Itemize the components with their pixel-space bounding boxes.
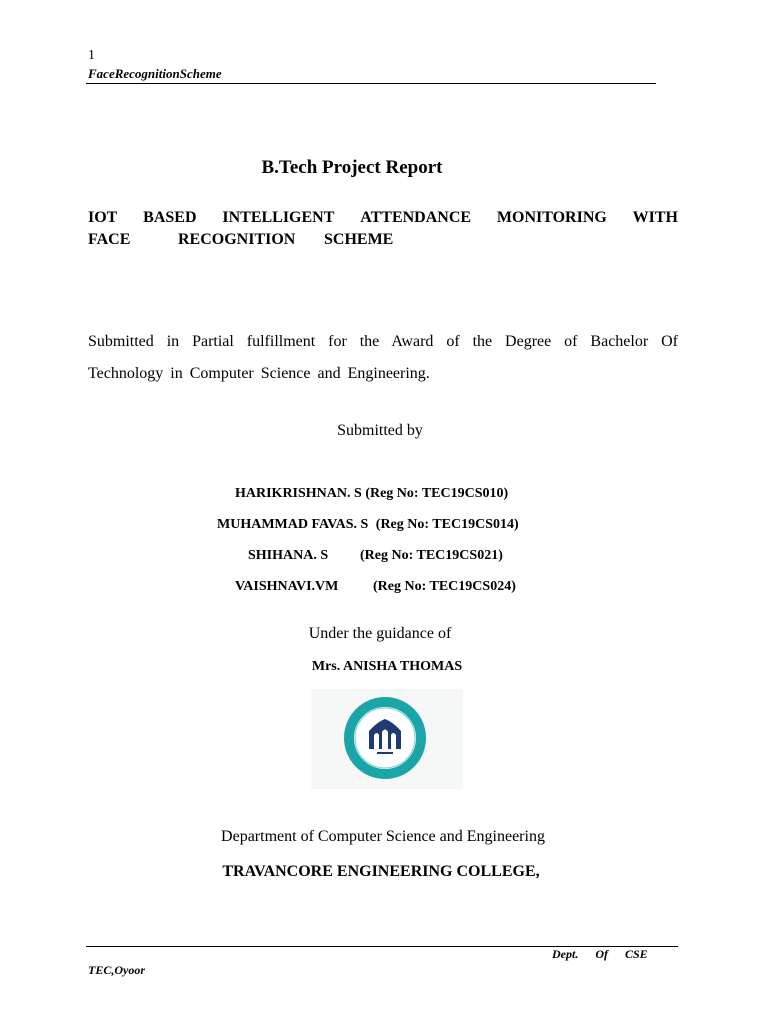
department-name: Department of Computer Science and Engineering bbox=[221, 828, 545, 845]
project-title-line-1 bbox=[88, 209, 678, 227]
project-title-word: ATTENDANCE bbox=[360, 209, 472, 226]
student-reg-no: (Reg No: TEC19CS014) bbox=[375, 517, 519, 532]
project-title-word: IOT bbox=[88, 209, 118, 226]
header-divider bbox=[86, 83, 656, 84]
guide-name: Mrs. ANISHA THOMAS bbox=[311, 659, 463, 674]
footer-department: Dept. Of CSE bbox=[552, 947, 648, 961]
student-entry bbox=[235, 486, 605, 502]
student-reg-no: (Reg No: TEC19CS021) bbox=[360, 548, 503, 563]
college-emblem-icon bbox=[311, 689, 463, 789]
footer-college: TEC,Oyoor bbox=[88, 963, 145, 977]
project-title-word: MONITORING bbox=[496, 209, 607, 226]
project-title-word: RECOGNITION bbox=[178, 231, 296, 248]
student-name: VAISHNAVI.VM bbox=[235, 579, 339, 594]
submission-statement-line-2: Technology in Computer Science and Engineering. bbox=[88, 365, 430, 382]
running-header-title: FaceRecognitionScheme bbox=[88, 66, 222, 81]
student-name: SHIHANA. S bbox=[248, 548, 329, 563]
project-title-line-2 bbox=[88, 231, 678, 249]
college-logo bbox=[311, 689, 463, 789]
student-entry bbox=[248, 548, 618, 564]
college-name: TRAVANCORE ENGINEERING COLLEGE, bbox=[222, 863, 540, 880]
student-name: HARIKRISHNAN. S bbox=[235, 486, 362, 501]
report-title: B.Tech Project Report bbox=[261, 157, 443, 178]
project-title-word: SCHEME bbox=[324, 231, 394, 248]
project-title-word: FACE bbox=[88, 231, 131, 248]
page-number: 1 bbox=[88, 48, 95, 63]
student-reg-no: (Reg No: TEC19CS024) bbox=[373, 579, 516, 594]
student-name: MUHAMMAD FAVAS. S bbox=[217, 517, 369, 532]
student-entry bbox=[217, 517, 587, 533]
guidance-label: Under the guidance of bbox=[308, 625, 452, 642]
project-title-word: WITH bbox=[632, 209, 678, 226]
submitted-by-label: Submitted by bbox=[337, 422, 423, 439]
student-reg-no: (Reg No: TEC19CS010) bbox=[365, 486, 509, 501]
project-title-word: BASED bbox=[143, 209, 197, 226]
student-entry bbox=[235, 579, 605, 595]
submission-statement-line-1: Submitted in Partial fulfillment for the Award of the Degree of Bachelor Of bbox=[88, 333, 678, 350]
project-title-word: INTELLIGENT bbox=[222, 209, 335, 226]
